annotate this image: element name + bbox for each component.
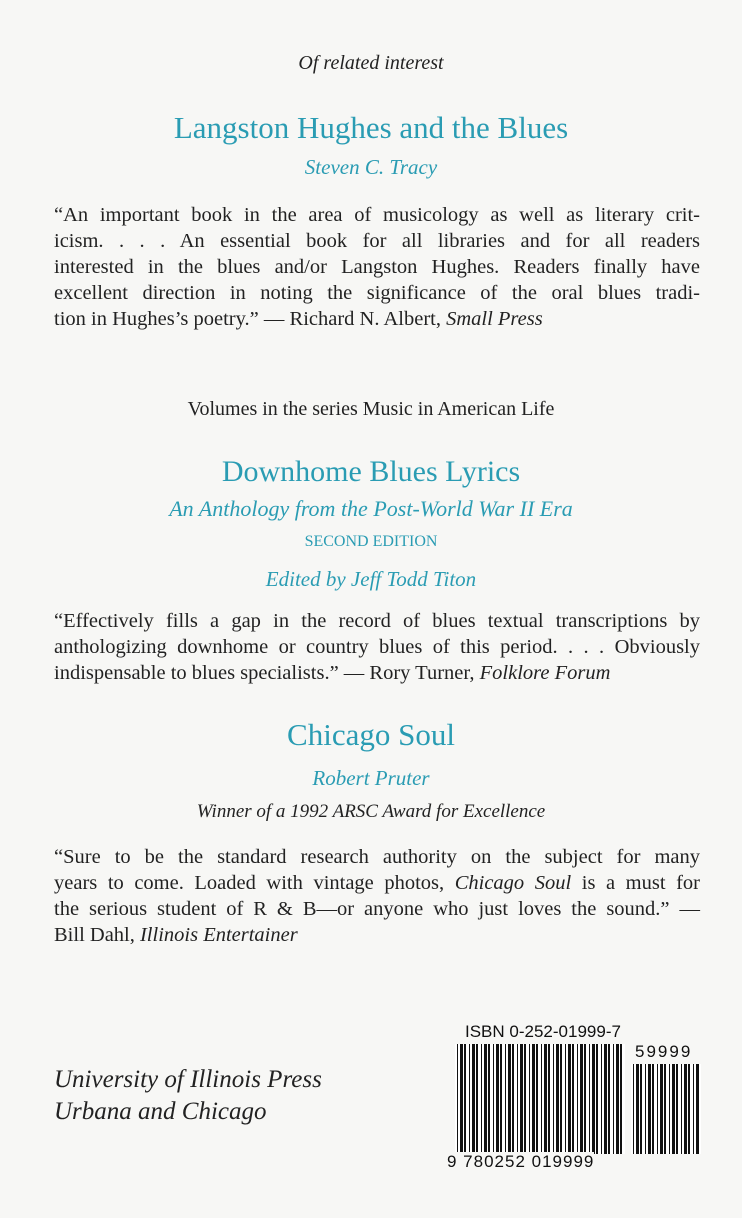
- barcode-bar: [565, 1044, 566, 1154]
- related-heading: Of related interest: [298, 52, 444, 74]
- barcode-bar: [648, 1064, 651, 1154]
- barcode-bar: [660, 1064, 663, 1154]
- barcode-bar: [532, 1044, 535, 1154]
- book1-quote-line: interested in the blues and/or Langston Hughes. Readers finally have: [54, 256, 700, 278]
- series-heading: Volumes in the series Music in American Life: [187, 398, 555, 420]
- barcode-bar: [688, 1064, 690, 1154]
- addon-barcode-bars: [631, 1064, 701, 1154]
- barcode-bar: [460, 1044, 463, 1154]
- barcode-bar: [676, 1064, 678, 1154]
- barcode-bar: [693, 1064, 694, 1154]
- barcode: [447, 1022, 705, 1172]
- barcode-bar: [640, 1064, 642, 1154]
- barcode-bar: [633, 1064, 634, 1154]
- barcode-bar: [505, 1044, 506, 1154]
- book3-title-ref: Chicago Soul: [454, 872, 572, 894]
- barcode-bar: [608, 1044, 610, 1154]
- barcode-bar: [596, 1044, 598, 1154]
- barcode-bar: [496, 1044, 499, 1154]
- barcode-bar: [500, 1044, 502, 1154]
- book3-quote-line: years to come. Loaded with vintage photos, Chicago Soul is a must for: [54, 872, 700, 894]
- barcode-bar: [517, 1044, 518, 1154]
- addon-digits: 59999: [635, 1042, 693, 1061]
- book3-quote-line: Bill Dahl, Illinois Entertainer: [54, 924, 298, 946]
- barcode-bar: [457, 1044, 458, 1154]
- barcode-bar: [488, 1044, 490, 1154]
- book1-quote: [54, 202, 700, 332]
- barcode-bar: [556, 1044, 559, 1154]
- barcode-bar: [476, 1044, 478, 1154]
- barcode-bar: [469, 1044, 470, 1154]
- book1-author: Steven C. Tracy: [304, 155, 438, 179]
- book2-editor: Edited by Jeff Todd Titon: [265, 567, 477, 591]
- publisher-location: Urbana and Chicago: [54, 1098, 267, 1125]
- barcode-bar: [560, 1044, 562, 1154]
- book1-title: Langston Hughes and the Blues: [173, 110, 569, 145]
- barcode-bar: [664, 1064, 666, 1154]
- barcode-bar: [548, 1044, 550, 1154]
- book3-author: Robert Pruter: [312, 766, 430, 790]
- barcode-bar: [681, 1064, 682, 1154]
- barcode-bar: [481, 1044, 482, 1154]
- book2-quote-line: “Effectively fills a gap in the record of blues textual transcriptions by: [54, 610, 700, 632]
- book3-quote-line: the serious student of R & B—or anyone who just loves the sound.” —: [54, 898, 700, 920]
- barcode-bar: [580, 1044, 583, 1154]
- barcode-bar: [669, 1064, 670, 1154]
- barcode-bar: [604, 1044, 607, 1154]
- book2-edition: SECOND EDITION: [304, 533, 438, 550]
- publisher-name: University of Illinois Press: [54, 1066, 322, 1093]
- barcode-bar: [541, 1044, 542, 1154]
- barcode-bar: [472, 1044, 475, 1154]
- barcode-bar: [493, 1044, 494, 1154]
- book3-quote-line: “Sure to be the standard research authority on the subject for many: [54, 846, 700, 868]
- barcode-bar: [553, 1044, 554, 1154]
- ean-digits: 9 780252 019999: [447, 1152, 595, 1171]
- book3-title: Chicago Soul: [287, 717, 455, 752]
- barcode-bar: [524, 1044, 526, 1154]
- book1-quote-line: icism. . . . An essential book for all libraries and for all readers: [54, 230, 700, 252]
- barcode-bar: [672, 1064, 675, 1154]
- book3-quote: [54, 844, 700, 948]
- isbn-label: ISBN 0-252-01999-7: [465, 1022, 621, 1041]
- barcode-bar: [696, 1064, 699, 1154]
- barcode-bar: [584, 1044, 586, 1154]
- book1-quote-line: “An important book in the area of musicology as well as literary crit-: [54, 204, 700, 226]
- barcode-bar: [652, 1064, 654, 1154]
- barcode-bar: [589, 1044, 590, 1154]
- book1-quote-line: tion in Hughes’s poetry.” — Richard N. Albert, Small Press: [54, 308, 543, 330]
- book2-quote-line: indispensable to blues specialists.” — Rory Turner, Folklore Forum: [54, 662, 611, 684]
- book1-source: Small Press: [446, 308, 543, 330]
- book2-title: Downhome Blues Lyrics: [221, 455, 521, 488]
- barcode-bar: [536, 1044, 538, 1154]
- barcode-bar: [620, 1044, 622, 1154]
- barcode-bar: [568, 1044, 571, 1154]
- book3-award: Winner of a 1992 ARSC Award for Excellence: [196, 801, 546, 822]
- barcode-bar: [592, 1044, 595, 1154]
- barcode-bar: [512, 1044, 514, 1154]
- barcode-bar: [520, 1044, 523, 1154]
- barcode-bar: [508, 1044, 511, 1154]
- barcode-bar: [684, 1064, 687, 1154]
- barcode-bar: [657, 1064, 658, 1154]
- barcode-bar: [572, 1044, 574, 1154]
- barcode-bar: [529, 1044, 530, 1154]
- barcode-bar: [616, 1044, 619, 1154]
- barcode-bar: [464, 1044, 466, 1154]
- barcode-bar: [645, 1064, 646, 1154]
- barcode-bar: [544, 1044, 547, 1154]
- book2-source: Folklore Forum: [479, 662, 611, 684]
- book2-quote: [54, 608, 700, 686]
- book2-quote-line: anthologizing downhome or country blues of this period. . . . Obviously: [54, 636, 700, 658]
- barcode-bar: [613, 1044, 614, 1154]
- ean-barcode-bars: [455, 1044, 625, 1154]
- book1-quote-line: excellent direction in noting the significance of the oral blues tradi-: [54, 282, 700, 304]
- barcode-bar: [636, 1064, 639, 1154]
- barcode-bar: [577, 1044, 578, 1154]
- book3-source: Illinois Entertainer: [139, 924, 298, 946]
- barcode-bar: [601, 1044, 602, 1154]
- barcode-bar: [484, 1044, 487, 1154]
- book2-subtitle: An Anthology from the Post-World War II Era: [169, 496, 573, 521]
